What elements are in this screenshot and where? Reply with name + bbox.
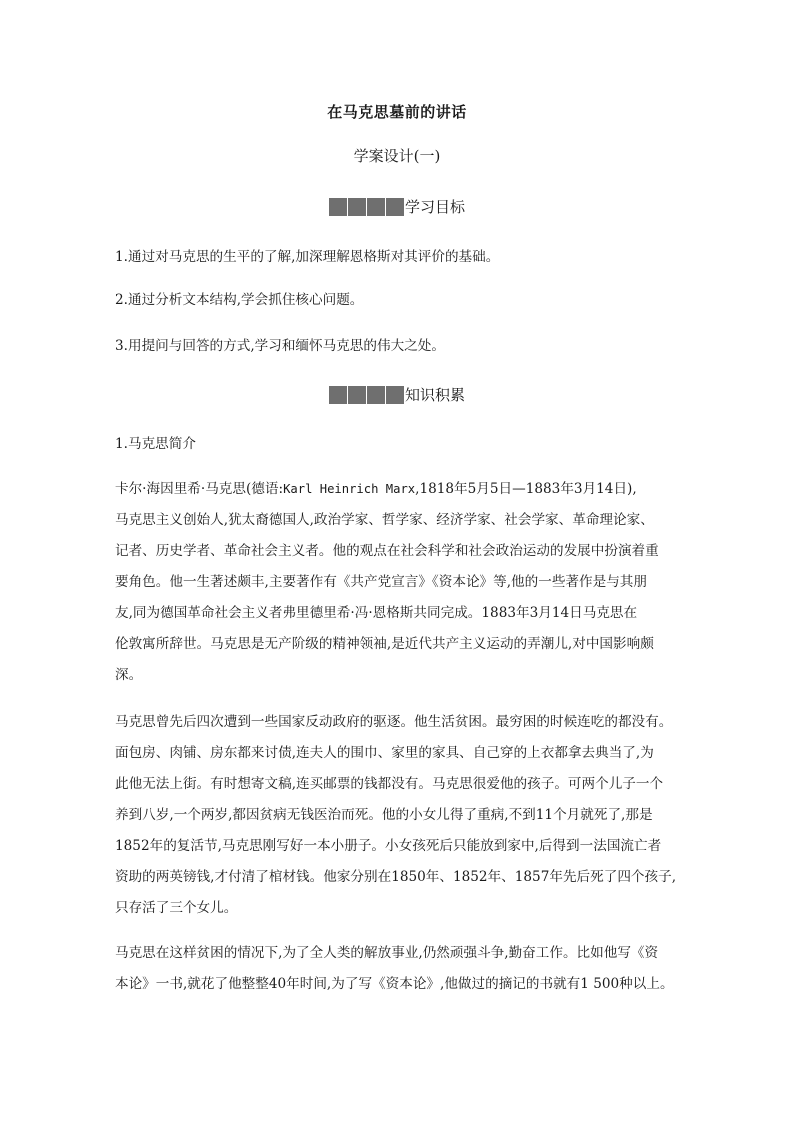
paragraph-line: 面包房、肉铺、房东都来讨债,连夫人的围巾、家里的家具、自己穿的上衣都拿去典当了,为 (115, 745, 654, 761)
paragraph-line: 伦敦寓所辞世。马克思是无产阶级的精神领袖,是近代共产主义运动的弄潮儿,对中国影响颇 (115, 636, 654, 652)
section-marker-blocks (329, 198, 404, 216)
paragraph-line: 1852年的复活节,马克思刚写好一本小册子。小女孩死后只能放到家中,后得到一法国流亡者 (115, 838, 662, 854)
paragraph-line (115, 479, 685, 499)
paragraph-line: 此他无法上街。有时想寄文稿,连买邮票的钱都没有。马克思很爱他的孩子。可两个儿子一个 (115, 776, 664, 792)
paragraph-line: 深。 (115, 667, 143, 683)
objective-item: 2.通过分析文本结构,学会抓住核心问题。 (115, 292, 364, 308)
section-heading-objectives (0, 196, 794, 217)
objective-item: 1.通过对马克思的生平的了解,加深理解恩格斯对其评价的基础。 (115, 249, 500, 265)
text-run: ,1818年5月5日—1883年3月14日), (415, 481, 637, 497)
paragraph-line: 只存活了三个女儿。 (115, 900, 238, 916)
paragraph-line: 记者、历史学者、革命社会主义者。他的观点在社会科学和社会政治运动的发展中扮演着重 (115, 543, 659, 559)
paragraph-line: 马克思主义创始人,犹太裔德国人,政治学家、哲学家、经济学家、社会学家、革命理论家、 (115, 512, 654, 528)
paragraph-line: 要角色。他一生著述颇丰,主要著作有《共产党宣言》《资本论》等,他的一些著作是与其朋 (115, 574, 647, 590)
document-title: 在马克思墓前的讲话 (327, 103, 467, 121)
text-run: 卡尔·海因里希·马克思(德语: (115, 481, 284, 497)
section-heading-knowledge (0, 384, 794, 405)
text-run-latin: Karl Heinrich Marx (283, 482, 416, 496)
paragraph-line: 友,同为德国革命社会主义者弗里德里希·冯·恩格斯共同完成。1883年3月14日马克思在 (115, 605, 638, 621)
section-marker-blocks (329, 386, 404, 404)
objective-item: 3.用提问与回答的方式,学习和缅怀马克思的伟大之处。 (115, 338, 445, 354)
paragraph-line: 马克思曾先后四次遭到一些国家反动政府的驱逐。他生活贫困。最穷困的时候连吃的都没有。 (115, 714, 673, 730)
paragraph-line: 资助的两英镑钱,才付清了棺材钱。他家分别在1850年、1852年、1857年先后死了四个孩子, (115, 869, 677, 885)
section-heading-label: 学习目标 (404, 198, 465, 216)
paragraph-line: 本论》一书,就花了他整整40年时间,为了写《资本论》,他做过的摘记的书就有1 500种以上。 (115, 976, 674, 992)
subheading: 1.马克思简介 (115, 436, 196, 452)
paragraph-line: 马克思在这样贫困的情况下,为了全人类的解放事业,仍然顽强斗争,勤奋工作。比如他写《资 (115, 945, 659, 961)
document-subtitle: 学案设计(一) (353, 147, 441, 165)
paragraph-line: 养到八岁,一个两岁,都因贫病无钱医治而死。他的小女儿得了重病,不到11个月就死了,那是 (115, 807, 653, 823)
section-heading-label: 知识积累 (404, 386, 465, 404)
